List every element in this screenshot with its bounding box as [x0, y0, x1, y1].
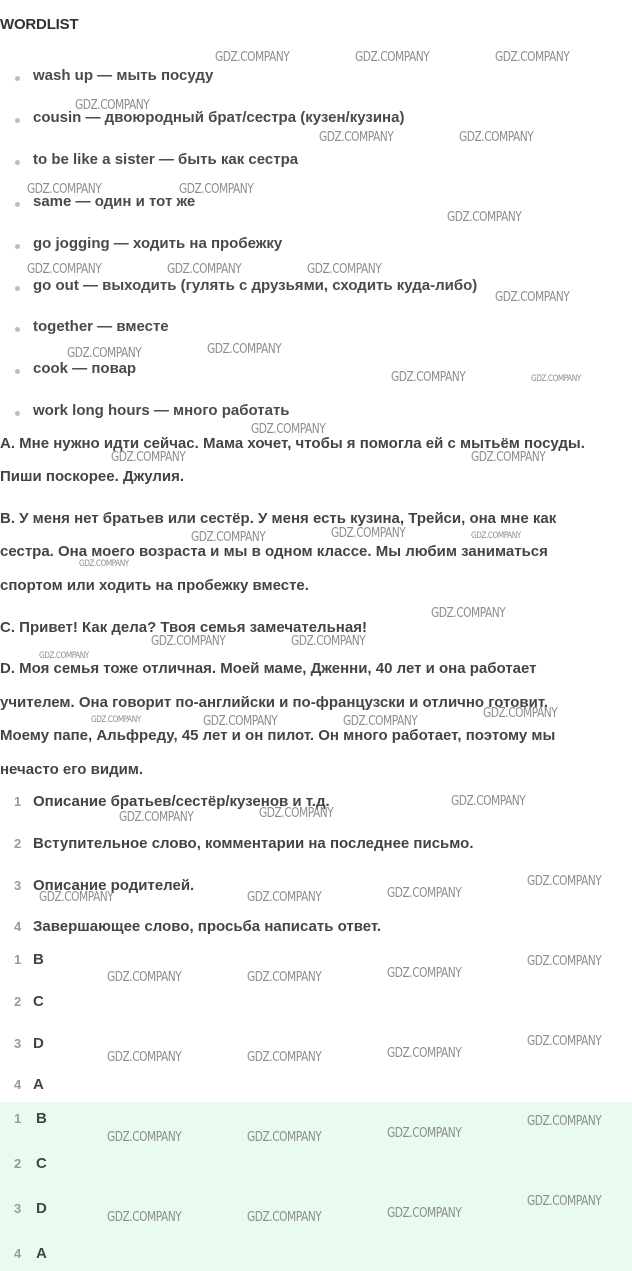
watermark-text: GDZ.COMPANY — [471, 450, 546, 465]
watermark-text: GDZ.COMPANY — [387, 1046, 462, 1061]
watermark-text: GDZ.COMPANY — [67, 346, 142, 361]
watermark-text: GDZ.COMPANY — [495, 290, 570, 305]
answer-item: 2 C — [14, 1155, 47, 1172]
bullet-icon — [15, 244, 20, 249]
watermark-text: GDZ.COMPANY — [459, 130, 534, 145]
watermark-text: GDZ.COMPANY — [179, 182, 254, 197]
watermark-text: GDZ.COMPANY — [247, 890, 322, 905]
wordlist-item: work long hours — много работать — [0, 402, 632, 424]
watermark-text: GDZ.COMPANY — [495, 50, 570, 65]
wordlist-item: go out — выходить (гулять с друзьями, сходить куда-либо) — [0, 277, 632, 299]
bullet-icon — [15, 286, 20, 291]
watermark-text: GDZ.COMPANY — [75, 98, 150, 113]
watermark-text: GDZ.COMPANY — [471, 531, 521, 541]
watermark-text: GDZ.COMPANY — [251, 422, 326, 437]
bullet-icon — [15, 411, 20, 416]
watermark-text: GDZ.COMPANY — [387, 966, 462, 981]
wordlist-item: cook — повар — [0, 360, 632, 382]
watermark-text: GDZ.COMPANY — [259, 806, 334, 821]
watermark-text: GDZ.COMPANY — [387, 1206, 462, 1221]
watermark-text: GDZ.COMPANY — [119, 810, 194, 825]
plan-item: 2 Вступительное слово, комментарии на последнее письмо. — [14, 835, 474, 852]
watermark-text: GDZ.COMPANY — [79, 559, 129, 569]
watermark-text: GDZ.COMPANY — [167, 262, 242, 277]
watermark-text: GDZ.COMPANY — [27, 262, 102, 277]
answer-item: 3 D — [14, 1200, 47, 1217]
wordlist-item: wash up — мыть посуду — [0, 67, 632, 89]
bullet-icon — [15, 118, 20, 123]
watermark-text: GDZ.COMPANY — [331, 526, 406, 541]
watermark-text: GDZ.COMPANY — [527, 874, 602, 889]
wordlist-item: go jogging — ходить на пробежку — [0, 235, 632, 257]
answer-item: 1 B — [14, 1110, 47, 1127]
bullet-icon — [15, 369, 20, 374]
watermark-text: GDZ.COMPANY — [39, 651, 89, 661]
watermark-text: GDZ.COMPANY — [247, 970, 322, 985]
match-item: 3 D — [14, 1035, 44, 1052]
watermark-text: GDZ.COMPANY — [431, 606, 506, 621]
watermark-text: GDZ.COMPANY — [483, 706, 558, 721]
watermark-text: GDZ.COMPANY — [451, 794, 526, 809]
watermark-text: GDZ.COMPANY — [291, 634, 366, 649]
watermark-text: GDZ.COMPANY — [387, 886, 462, 901]
watermark-text: GDZ.COMPANY — [531, 374, 581, 384]
wordlist-item: same — один и тот же — [0, 193, 632, 215]
watermark-text: GDZ.COMPANY — [319, 130, 394, 145]
wordlist-item: to be like a sister — быть как сестра — [0, 151, 632, 173]
watermark-text: GDZ.COMPANY — [107, 970, 182, 985]
watermark-text: GDZ.COMPANY — [447, 210, 522, 225]
wordlist-title: WORDLIST — [0, 16, 79, 33]
watermark-text: GDZ.COMPANY — [355, 50, 430, 65]
bullet-icon — [15, 202, 20, 207]
plan-item: 1 Описание братьев/сестёр/кузенов и т.д. — [14, 793, 330, 810]
watermark-text: GDZ.COMPANY — [107, 1210, 182, 1225]
bullet-icon — [15, 160, 20, 165]
match-item: 4 A — [14, 1076, 44, 1093]
wordlist-item: together — вместе — [0, 318, 632, 340]
watermark-text: GDZ.COMPANY — [207, 342, 282, 357]
watermark-text: GDZ.COMPANY — [391, 370, 466, 385]
watermark-text: GDZ.COMPANY — [215, 50, 290, 65]
watermark-text: GDZ.COMPANY — [39, 890, 114, 905]
watermark-text: GDZ.COMPANY — [191, 530, 266, 545]
watermark-text: GDZ.COMPANY — [307, 262, 382, 277]
watermark-text: GDZ.COMPANY — [107, 1050, 182, 1065]
watermark-text: GDZ.COMPANY — [387, 1126, 462, 1141]
plan-item: 4 Завершающее слово, просьба написать ответ. — [14, 918, 382, 935]
watermark-text: GDZ.COMPANY — [247, 1210, 322, 1225]
watermark-text: GDZ.COMPANY — [527, 1034, 602, 1049]
watermark-text: GDZ.COMPANY — [151, 634, 226, 649]
watermark-text: GDZ.COMPANY — [247, 1130, 322, 1145]
watermark-text: GDZ.COMPANY — [343, 714, 418, 729]
plan-item: 3 Описание родителей. — [14, 877, 195, 894]
match-item: 2 C — [14, 993, 44, 1010]
bullet-icon — [15, 76, 20, 81]
watermark-text: GDZ.COMPANY — [27, 182, 102, 197]
watermark-text: GDZ.COMPANY — [247, 1050, 322, 1065]
watermark-text: GDZ.COMPANY — [527, 954, 602, 969]
watermark-text: GDZ.COMPANY — [91, 715, 141, 725]
match-item: 1 B — [14, 951, 44, 968]
watermark-text: GDZ.COMPANY — [203, 714, 278, 729]
watermark-text: GDZ.COMPANY — [111, 450, 186, 465]
bullet-icon — [15, 327, 20, 332]
watermark-text: GDZ.COMPANY — [527, 1114, 602, 1129]
answer-item: 4 A — [14, 1245, 47, 1262]
wordlist-item: cousin — двоюродный брат/сестра (кузен/кузина) — [0, 109, 632, 131]
watermark-text: GDZ.COMPANY — [527, 1194, 602, 1209]
watermark-text: GDZ.COMPANY — [107, 1130, 182, 1145]
